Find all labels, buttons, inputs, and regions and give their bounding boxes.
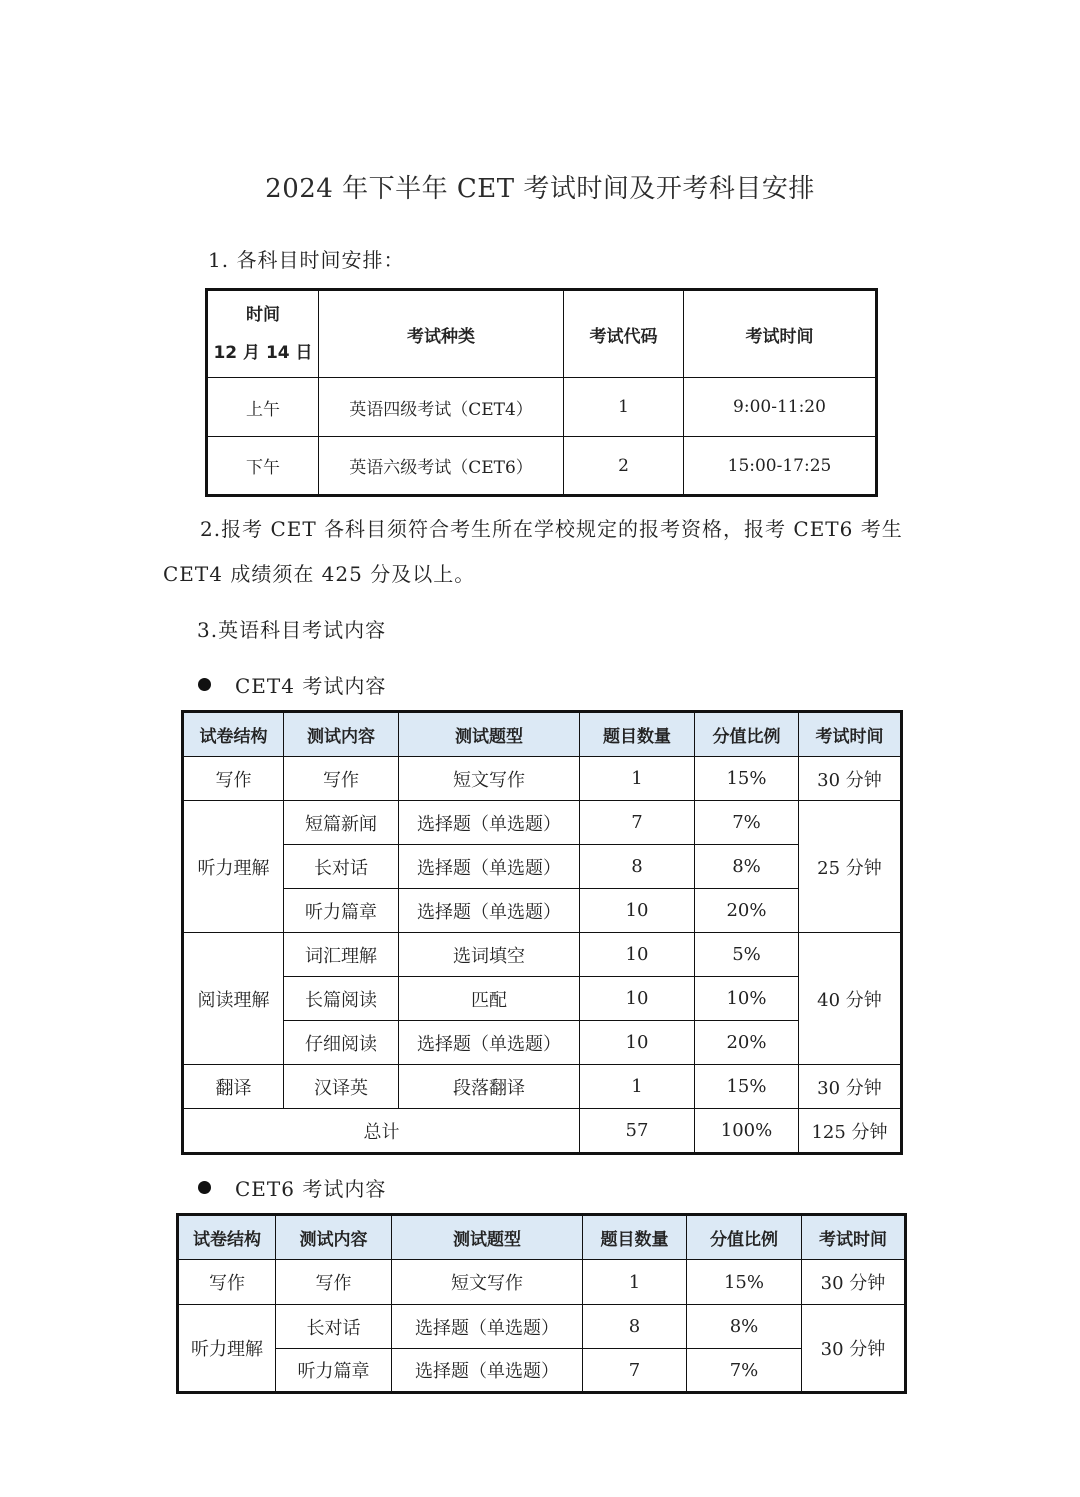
table-header-row bbox=[178, 1215, 906, 1260]
count-cell: 1 bbox=[580, 1065, 695, 1109]
part-cell: 阅读理解 bbox=[183, 933, 284, 1065]
weight-cell: 15% bbox=[695, 1065, 799, 1109]
cet6-table bbox=[176, 1213, 907, 1394]
schedule-header-time-label: 时间 bbox=[246, 305, 280, 325]
table-row bbox=[183, 889, 902, 933]
total-time: 125 分钟 bbox=[799, 1109, 902, 1154]
schedule-code: 2 bbox=[564, 437, 684, 496]
weight-cell: 20% bbox=[695, 889, 799, 933]
table-row bbox=[178, 1260, 906, 1305]
table-row bbox=[183, 757, 902, 801]
table-row bbox=[183, 1065, 902, 1109]
time-cell: 30 分钟 bbox=[802, 1260, 906, 1305]
format-cell: 短文写作 bbox=[399, 757, 580, 801]
format-cell: 匹配 bbox=[399, 977, 580, 1021]
header-weight: 分值比例 bbox=[687, 1215, 802, 1260]
format-cell: 短文写作 bbox=[392, 1260, 583, 1305]
cet4-table bbox=[181, 710, 903, 1155]
page-title: 2024 年下半年 CET 考试时间及开考科目安排 bbox=[265, 174, 815, 204]
weight-cell: 7% bbox=[695, 801, 799, 845]
weight-cell: 10% bbox=[695, 977, 799, 1021]
header-time: 考试时间 bbox=[799, 712, 902, 757]
time-cell: 30 分钟 bbox=[799, 1065, 902, 1109]
header-count: 题目数量 bbox=[580, 712, 695, 757]
count-cell: 10 bbox=[580, 933, 695, 977]
content-cell: 长篇阅读 bbox=[284, 977, 399, 1021]
schedule-time: 15:00-17:25 bbox=[684, 437, 877, 496]
part-cell: 写作 bbox=[183, 757, 284, 801]
schedule-period: 下午 bbox=[207, 437, 319, 496]
schedule-header-time: 考试时间 bbox=[684, 290, 877, 378]
format-cell: 选择题（单选题） bbox=[399, 1021, 580, 1065]
content-cell: 听力篇章 bbox=[276, 1349, 392, 1393]
format-cell: 选择题（单选题） bbox=[392, 1349, 583, 1393]
total-row bbox=[183, 1109, 902, 1154]
content-cell: 长对话 bbox=[284, 845, 399, 889]
schedule-code: 1 bbox=[564, 378, 684, 437]
schedule-header-type: 考试种类 bbox=[319, 290, 564, 378]
format-cell: 段落翻译 bbox=[399, 1065, 580, 1109]
header-part: 试卷结构 bbox=[183, 712, 284, 757]
time-cell: 40 分钟 bbox=[799, 933, 902, 1065]
content-cell: 词汇理解 bbox=[284, 933, 399, 977]
cet6-bullet bbox=[198, 1173, 386, 1202]
count-cell: 10 bbox=[580, 889, 695, 933]
schedule-row bbox=[207, 437, 877, 496]
count-cell: 10 bbox=[580, 977, 695, 1021]
header-weight: 分值比例 bbox=[695, 712, 799, 757]
count-cell: 7 bbox=[583, 1349, 687, 1393]
table-row bbox=[178, 1305, 906, 1349]
time-cell: 25 分钟 bbox=[799, 801, 902, 933]
schedule-header-date bbox=[207, 290, 319, 378]
content-cell: 短篇新闻 bbox=[284, 801, 399, 845]
table-header-row bbox=[183, 712, 902, 757]
cet6-label: CET6 考试内容 bbox=[235, 1177, 387, 1201]
format-cell: 选择题（单选题） bbox=[399, 845, 580, 889]
count-cell: 10 bbox=[580, 1021, 695, 1065]
format-cell: 选择题（单选题） bbox=[399, 801, 580, 845]
weight-cell: 15% bbox=[695, 757, 799, 801]
bullet-icon bbox=[198, 678, 211, 691]
table-row bbox=[183, 933, 902, 977]
content-cell: 汉译英 bbox=[284, 1065, 399, 1109]
time-cell: 30 分钟 bbox=[799, 757, 902, 801]
schedule-period: 上午 bbox=[207, 378, 319, 437]
header-content: 测试内容 bbox=[276, 1215, 392, 1260]
table-row bbox=[183, 845, 902, 889]
weight-cell: 15% bbox=[687, 1260, 802, 1305]
table-row bbox=[183, 1021, 902, 1065]
part-cell: 写作 bbox=[178, 1260, 276, 1305]
header-part: 试卷结构 bbox=[178, 1215, 276, 1260]
cet4-bullet bbox=[198, 670, 386, 699]
schedule-header-date-label: 12 月 14 日 bbox=[213, 343, 313, 363]
part-cell: 听力理解 bbox=[183, 801, 284, 933]
format-cell: 选词填空 bbox=[399, 933, 580, 977]
weight-cell: 8% bbox=[695, 845, 799, 889]
weight-cell: 20% bbox=[695, 1021, 799, 1065]
schedule-type: 英语六级考试（CET6） bbox=[319, 437, 564, 496]
content-cell: 听力篇章 bbox=[284, 889, 399, 933]
section-2-line-1: 2.报考 CET 各科目须符合考生所在学校规定的报考资格，报考 CET6 考生 bbox=[200, 517, 903, 541]
cet4-label: CET4 考试内容 bbox=[235, 674, 387, 698]
weight-cell: 5% bbox=[695, 933, 799, 977]
table-row bbox=[183, 977, 902, 1021]
format-cell: 选择题（单选题） bbox=[399, 889, 580, 933]
part-cell: 听力理解 bbox=[178, 1305, 276, 1393]
total-count: 57 bbox=[580, 1109, 695, 1154]
part-cell: 翻译 bbox=[183, 1065, 284, 1109]
header-format: 测试题型 bbox=[399, 712, 580, 757]
schedule-type: 英语四级考试（CET4） bbox=[319, 378, 564, 437]
count-cell: 8 bbox=[580, 845, 695, 889]
header-content: 测试内容 bbox=[284, 712, 399, 757]
time-cell: 30 分钟 bbox=[802, 1305, 906, 1393]
total-weight: 100% bbox=[695, 1109, 799, 1154]
format-cell: 选择题（单选题） bbox=[392, 1305, 583, 1349]
content-cell: 仔细阅读 bbox=[284, 1021, 399, 1065]
header-format: 测试题型 bbox=[392, 1215, 583, 1260]
count-cell: 8 bbox=[583, 1305, 687, 1349]
schedule-header-code: 考试代码 bbox=[564, 290, 684, 378]
section-3-heading: 3.英语科目考试内容 bbox=[197, 618, 387, 642]
weight-cell: 7% bbox=[687, 1349, 802, 1393]
section-2-line-2: CET4 成绩须在 425 分及以上。 bbox=[163, 562, 476, 586]
table-row bbox=[183, 801, 902, 845]
schedule-row bbox=[207, 378, 877, 437]
content-cell: 长对话 bbox=[276, 1305, 392, 1349]
schedule-table bbox=[205, 288, 878, 497]
schedule-header-row bbox=[207, 290, 877, 378]
header-count: 题目数量 bbox=[583, 1215, 687, 1260]
section-1-heading: 1. 各科目时间安排： bbox=[208, 248, 405, 272]
count-cell: 1 bbox=[583, 1260, 687, 1305]
header-time: 考试时间 bbox=[802, 1215, 906, 1260]
schedule-time: 9:00-11:20 bbox=[684, 378, 877, 437]
count-cell: 7 bbox=[580, 801, 695, 845]
count-cell: 1 bbox=[580, 757, 695, 801]
total-label: 总计 bbox=[183, 1109, 580, 1154]
content-cell: 写作 bbox=[276, 1260, 392, 1305]
table-row bbox=[178, 1349, 906, 1393]
weight-cell: 8% bbox=[687, 1305, 802, 1349]
content-cell: 写作 bbox=[284, 757, 399, 801]
bullet-icon bbox=[198, 1181, 211, 1194]
